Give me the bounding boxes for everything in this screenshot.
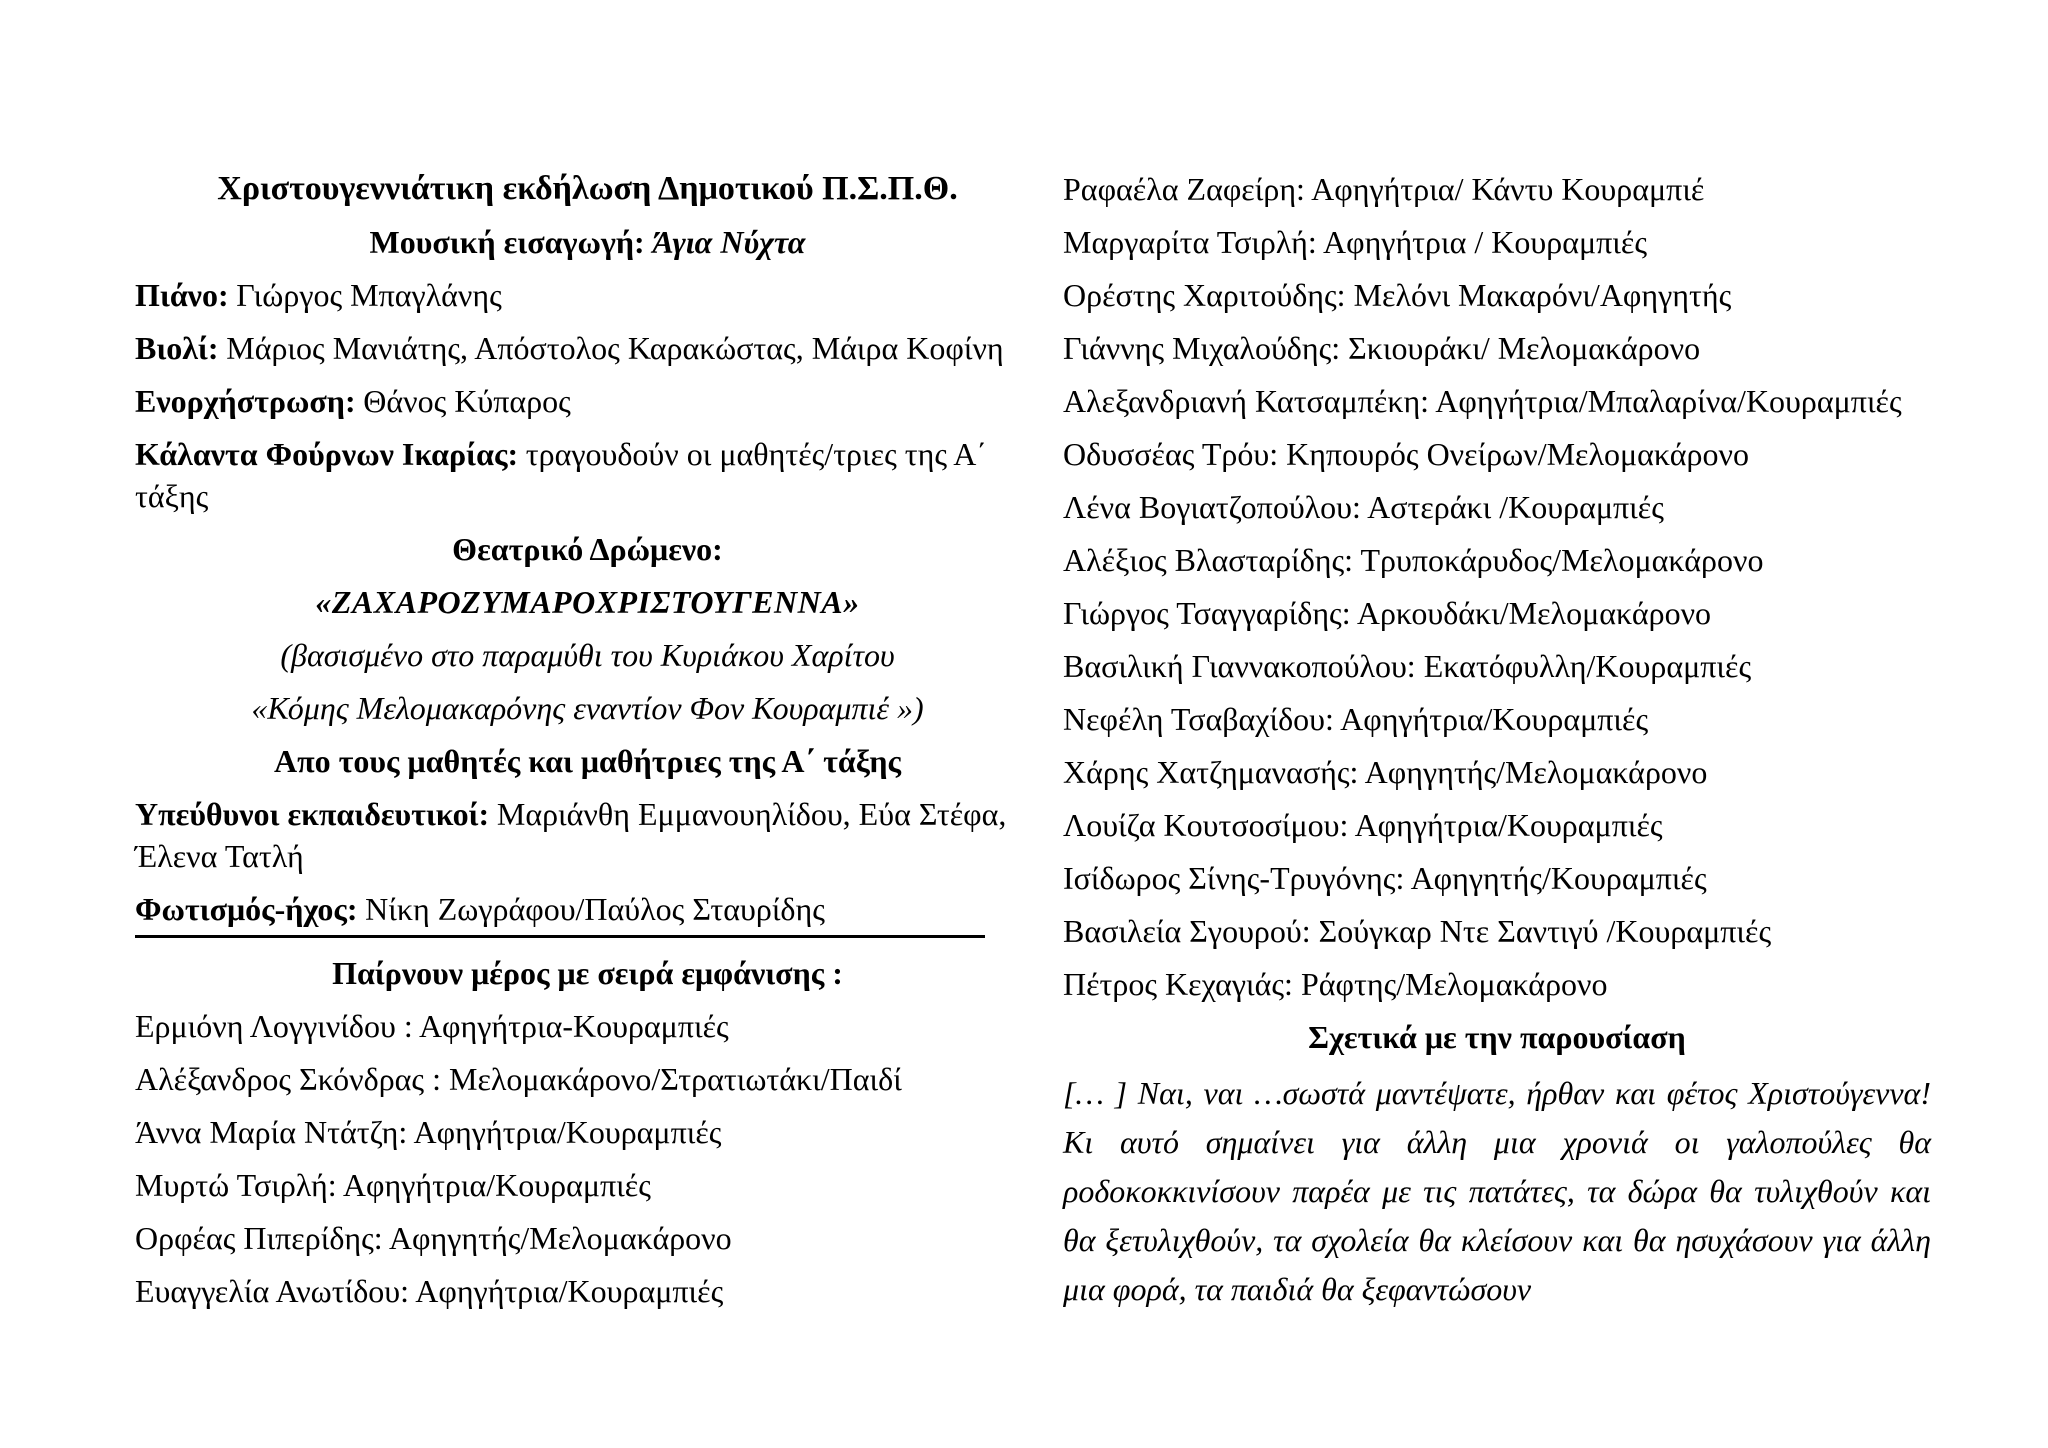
- credit-line-orchestration: [135, 380, 1040, 422]
- cast-entry: Ερμιόνη Λογγινίδου : Αφηγήτρια-Κουραμπιές: [135, 1008, 729, 1044]
- right-column: [1063, 168, 1931, 1314]
- cast-entry: Ορέστης Χαριτούδης: Μελόνι Μακαρόνι/Αφηγητής: [1063, 277, 1732, 313]
- credit-value: Θάνος Κύπαρος: [363, 383, 571, 419]
- credit-line-violin: [135, 327, 1040, 369]
- cast-entry: Ευαγγελία Ανωτίδου: Αφηγήτρια/Κουραμπιές: [135, 1273, 724, 1309]
- music-intro-value: Άγια Νύχτα: [652, 224, 806, 260]
- cast-entry: Αλέξιος Βλασταρίδης: Τρυποκάρυδος/Μελομακάρονο: [1063, 542, 1764, 578]
- cast-entry: Μαργαρίτα Τσιρλή: Αφηγήτρια / Κουραμπιές: [1063, 224, 1647, 260]
- credit-value: Γιώργος Μπαγλάνης: [236, 277, 502, 313]
- cast-entry: Ισίδωρος Σίνης-Τρυγόνης: Αφηγητής/Κουραμπιές: [1063, 860, 1707, 896]
- credit-label: Πιάνο:: [135, 277, 229, 313]
- cast-entry: Βασιλική Γιαννακοπούλου: Εκατόφυλλη/Κουραμπιές: [1063, 648, 1752, 684]
- cast-entry: Μυρτώ Τσιρλή: Αφηγήτρια/Κουραμπιές: [135, 1167, 651, 1203]
- cast-entry: Βασιλεία Σγουρού: Σούγκαρ Ντε Σαντιγύ /Κουραμπιές: [1063, 913, 1772, 949]
- teachers-label: Υπεύθυνοι εκπαιδευτικοί:: [135, 796, 490, 832]
- credit-label: Ενορχήστρωση:: [135, 383, 356, 419]
- cast-entry: Λένα Βογιατζοπούλου: Αστεράκι /Κουραμπιές: [1063, 489, 1664, 525]
- credit-label: Κάλαντα Φούρνων Ικαρίας:: [135, 436, 519, 472]
- cast-entry: Γιώργος Τσαγγαρίδης: Αρκουδάκι/Μελομακάρονο: [1063, 595, 1712, 631]
- teachers-value: Μαριάνθη Εμμανουηλίδου, Εύα Στέφα, Έλενα Τατλή: [135, 796, 1007, 874]
- credit-line-carols: [135, 433, 1040, 517]
- credit-value: τραγουδούν οι μαθητές/τριες της Α΄ τάξης: [135, 436, 987, 514]
- cast-entry: Οδυσσέας Τρόυ: Κηπουρός Ονείρων/Μελομακάρονο: [1063, 436, 1749, 472]
- about-heading: Σχετικά με την παρουσίαση: [1308, 1019, 1686, 1055]
- based-on-line-2: «Κόμης Μελομακαρόνης εναντίον Φον Κουραμπιέ »): [251, 690, 924, 726]
- credit-line-piano: [135, 274, 1040, 316]
- about-paragraph: [… ] Ναι, ναι …σωστά μαντέψατε, ήρθαν και φέτος Χριστούγεννα! Κι αυτό σημαίνει για άλλη μια χρονιά οι γαλοπούλες θα ροδοκοκκινίσουν παρέα με τις πατάτες, τα δώρα θα τυλιχθούν και θα ξετυλιχθούν, τα σχολεία θα κλείσουν και θα ησυχάσουν για άλλη μια φορά, τα παιδιά θα ξεφαντώσουν: [1063, 1075, 1931, 1307]
- lighting-sound-line: [135, 888, 985, 938]
- cast-entry: Λουίζα Κουτσοσίμου: Αφηγήτρια/Κουραμπιές: [1063, 807, 1663, 843]
- music-intro-label: Μουσική εισαγωγή:: [369, 224, 645, 260]
- play-title: «ΖΑΧΑΡΟΖΥΜΑΡΟΧΡΙΣΤΟΥΓΕΝΝΑ»: [315, 584, 860, 620]
- cast-entry: Πέτρος Κεχαγιάς: Ράφτης/Μελομακάρονο: [1063, 966, 1608, 1002]
- cast-entry: Ορφέας Πιπερίδης: Αφηγητής/Μελομακάρονο: [135, 1220, 732, 1256]
- cast-entry: Γιάννης Μιχαλούδης: Σκιουράκι/ Μελομακάρονο: [1063, 330, 1701, 366]
- cast-entry: Αλέξανδρος Σκόνδρας : Μελομακάρονο/Στρατιωτάκι/Παιδί: [135, 1061, 902, 1097]
- by-students-line: Απο τους μαθητές και μαθήτριες της Α΄ τάξης: [273, 743, 902, 779]
- cast-heading: Παίρνουν μέρος με σειρά εμφάνισης :: [332, 955, 843, 991]
- cast-entry: Αλεξανδριανή Κατσαμπέκη: Αφηγήτρια/Μπαλαρίνα/Κουραμπιές: [1063, 383, 1902, 419]
- credit-value: Μάριος Μανιάτης, Απόστολος Καρακώστας, Μάιρα Κοφίνη: [226, 330, 1004, 366]
- theatrical-heading: Θεατρικό Δρώμενο:: [452, 531, 723, 567]
- cast-entry: Χάρης Χατζημανασής: Αφηγητής/Μελομακάρονο: [1063, 754, 1708, 790]
- based-on-line-1: (βασισμένο στο παραμύθι του Κυριάκου Χαρίτου: [280, 637, 895, 673]
- cast-entry: Άννα Μαρία Ντάτζη: Αφηγήτρια/Κουραμπιές: [135, 1114, 722, 1150]
- left-column: [135, 168, 1040, 1323]
- music-intro-line: [135, 221, 1040, 263]
- lighting-value: Νίκη Ζωγράφου/Παύλος Σταυρίδης: [365, 891, 825, 927]
- cast-entry: Νεφέλη Τσαβαχίδου: Αφηγήτρια/Κουραμπιές: [1063, 701, 1649, 737]
- cast-entry: Ραφαέλα Ζαφείρη: Αφηγήτρια/ Κάντυ Κουραμπιέ: [1063, 171, 1705, 207]
- teachers-line: [135, 793, 1040, 877]
- credit-label: Βιολί:: [135, 330, 219, 366]
- document-title: Χριστουγεννιάτικη εκδήλωση Δημοτικού Π.Σ.Π.Θ.: [217, 170, 958, 207]
- lighting-label: Φωτισμός-ήχος:: [135, 891, 358, 927]
